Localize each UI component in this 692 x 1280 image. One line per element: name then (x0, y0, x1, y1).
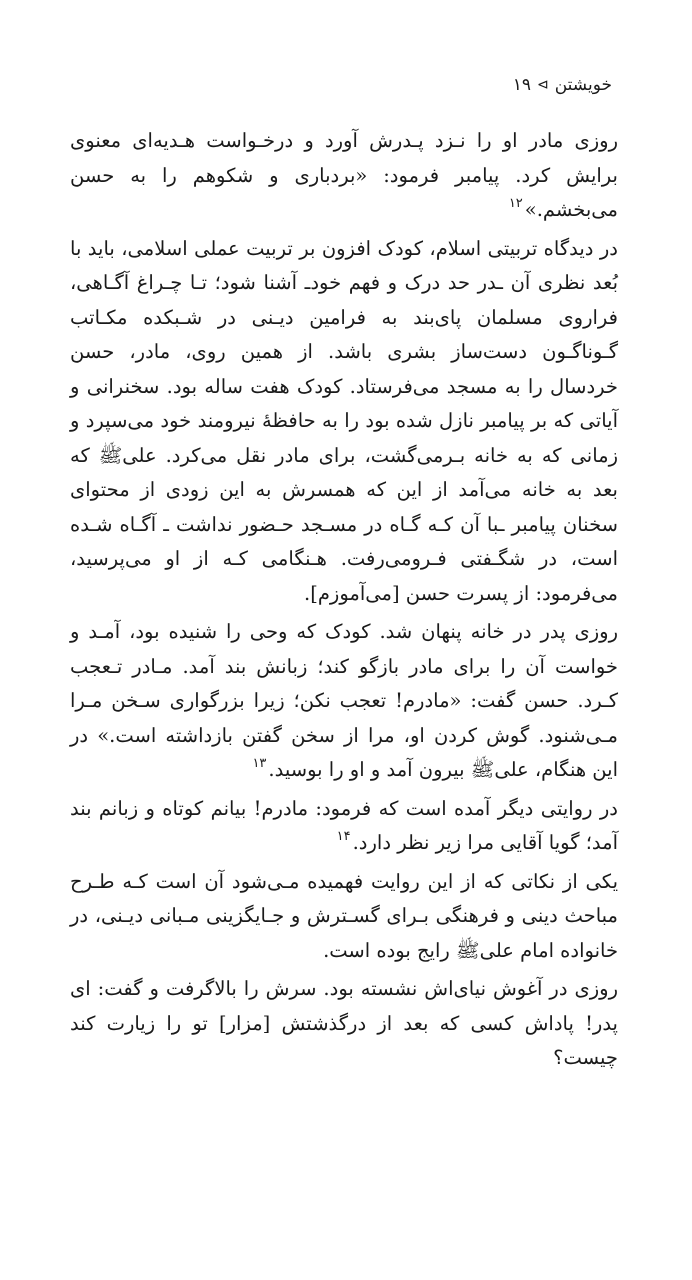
paragraph (70, 232, 618, 612)
paragraph (70, 124, 618, 228)
paragraph-text: روزی پدر در خانه پنهان شد. کودک که وحی را شنیده بود، آمـد و خواست آن را برای مادر بازگو کند؛ زبانش بند آمد. مـادر تـعجب کـرد. حسن گفت: «مادرم! تعجب نکن؛ زیرا بزرگواری سـخن مـرا مـی‌شنود. گوش کردن او، مرا از سخن گفتن بازداشته است.» در این هنگام، علی‌ﷺ بیرون آمد و او را بوسید. (70, 620, 618, 781)
paragraph-text: در روایتی دیگر آمده است که فرمود: مادرم! بیانم کوتاه و زبانم بند آمد؛ گویا آقایی مرا زیر نظر دارد. (70, 796, 618, 854)
paragraph (70, 792, 618, 861)
running-header (80, 70, 612, 100)
header-arrow-icon: ⊳ (537, 77, 549, 93)
page-number: ۱۹ (512, 75, 531, 95)
paragraph (70, 972, 618, 1076)
paragraph-text: در دیدگاه تربیتی اسلام، کودک افزون بر تربیت عملی اسلامی، باید با بُعد نظری آن ـدر حد درک و فهم خودـ آشنا شود؛ تـا چـراغ آگـاهی، فراروی مسلمان پای‌بند به فرامین دیـنی در شـبکده مکـاتب گـوناگـون دست‌ساز بشری باشد. از همین روی، مادر، حسن خردسال را به مسجد می‌فرستاد. کودک هفت ساله بود. سخنرانی و آیاتی که بر پیامبر نازل شده بود را به حافظهٔ نیرومند خود می‌سپرد و زمانی که به خانه بـرمی‌گشت، برای مادر نقل می‌کرد. علی‌ﷺ که بعد به خانه می‌آمد از این که همسرش به این زودی از محتوای سخنان پیامبر ـبا آن کـه گـاه در مسـجد حـضور نداشت ـ آگـاه شـده است، در شگـفتی فـرومی‌رفت. هـنگامی کـه از او می‌پرسید، می‌فرمود: از پسرت حسن [می‌آموزم]. (70, 236, 618, 605)
paragraph (70, 615, 618, 788)
paragraph (70, 865, 618, 969)
paragraph-text: روزی مادر او را نـزد پـدرش آورد و درخـواست هـدیه‌ای معنوی برایش کرد. پیامبر فرمود: «بردباری و شکوهم را به حسن می‌بخشم.» (70, 129, 618, 221)
paragraph-text: روزی در آغوش نیای‌اش نشسته بود. سرش را بالاگرفت و گفت: ای پدر! پاداش کسی که بعد از درگذشتش [مزار] تو را زیارت کند چیست؟ (70, 977, 618, 1069)
footnote-marker: ۱۲ (508, 196, 523, 211)
paragraph-text: یکی از نکاتی که از این روایت فهمیده مـی‌شود آن است کـه طـرح مباحث دینی و فرهنگی بـرای گسـترش و جـایگزینی مـبانی دیـنی، در خانواده امام علی‌ﷺ رایج بوده است. (70, 869, 618, 962)
footnote-marker: ۱۳ (252, 756, 267, 771)
chapter-title: خویشتن (554, 75, 612, 95)
footnote-marker: ۱۴ (336, 829, 351, 844)
body-text (70, 124, 618, 1078)
